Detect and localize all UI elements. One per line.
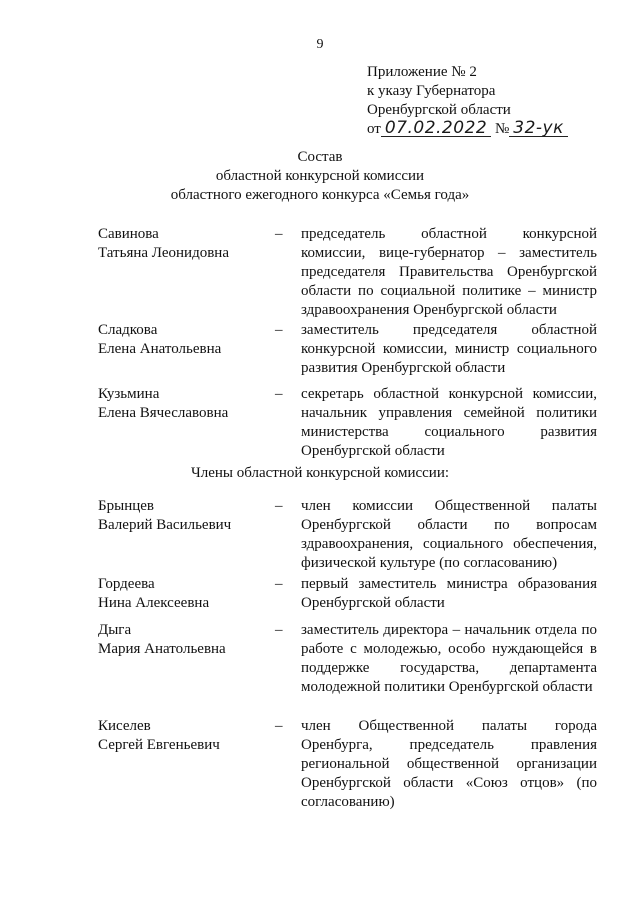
member-surname: Брынцев — [98, 498, 154, 514]
member-given-name: Елена Вячеславовна — [98, 405, 229, 421]
separator-dash: – — [275, 576, 283, 592]
handwritten-number: 32-ук — [509, 120, 568, 137]
appendix-title: Приложение № 2 — [367, 64, 477, 80]
appendix-header — [367, 63, 568, 139]
title-line-2: областной конкурсной комиссии — [215, 168, 425, 184]
member-description: член комиссии Общественной палаты Оренбургской области по вопросам здравоохранения, социального обеспечения, физической культуре (по согласованию) — [301, 498, 597, 571]
title-line-1: Состав — [297, 149, 343, 165]
member-name — [98, 717, 268, 755]
member-description: председатель областной конкурсной комиссии, вице-губернатор – заместитель председателя Правительства Оренбургской области по социальной политике – министр здравоохранения Оренбургской области — [301, 226, 597, 318]
member-given-name: Мария Анатольевна — [98, 641, 226, 657]
separator-dash: – — [275, 322, 283, 338]
appendix-region: Оренбургской области — [367, 102, 511, 118]
member-given-name: Валерий Васильевич — [98, 517, 232, 533]
separator-dash: – — [275, 718, 283, 734]
member-name — [98, 575, 268, 613]
member-description: первый заместитель министра образования Оренбургской области — [301, 576, 597, 611]
member-given-name: Татьяна Леонидовна — [98, 245, 229, 261]
member-description: член Общественной палаты города Оренбурга, председатель правления региональной общественной организации Оренбургской области «Союз отцов» (по согласованию) — [301, 718, 597, 810]
member-description: заместитель председателя областной конкурсной комиссии, министр социального развития Оренбургской области — [301, 322, 597, 376]
appendix-date-number-line — [367, 120, 568, 139]
member-surname: Киселев — [98, 718, 151, 734]
member-description: секретарь областной конкурсной комиссии, начальник управления семейной политики министерства социального развития Оренбургской области — [301, 386, 597, 459]
member-name — [98, 225, 268, 263]
handwritten-date: 07.02.2022 — [381, 120, 491, 137]
member-name — [98, 621, 268, 659]
number-prefix: № — [494, 121, 510, 137]
member-given-name: Елена Анатольевна — [98, 341, 222, 357]
separator-dash: – — [275, 226, 283, 242]
member-surname: Дыга — [98, 622, 132, 638]
member-description: заместитель директора – начальник отдела по работе с молодежью, особо нуждающейся в поддержке государства, департамента молодежной политики Оренбургской области — [301, 622, 597, 695]
appendix-decree-ref: к указу Губернатора — [367, 83, 496, 99]
page-number: 9 — [316, 37, 324, 52]
separator-dash: – — [275, 386, 283, 402]
date-prefix: от — [367, 121, 381, 137]
member-given-name: Нина Алексеевна — [98, 595, 210, 611]
member-name — [98, 321, 268, 359]
member-given-name: Сергей Евгеньевич — [98, 737, 220, 753]
separator-dash: – — [275, 498, 283, 514]
member-name — [98, 385, 268, 423]
separator-dash: – — [275, 622, 283, 638]
member-surname: Савинова — [98, 226, 159, 242]
member-surname: Гордеева — [98, 576, 155, 592]
member-name — [98, 497, 268, 535]
document-title — [0, 148, 640, 205]
member-surname: Сладкова — [98, 322, 158, 338]
members-heading: Члены областной конкурсной комиссии: — [190, 465, 450, 481]
title-line-3: областного ежегодного конкурса «Семья года» — [170, 187, 470, 203]
member-surname: Кузьмина — [98, 386, 160, 402]
